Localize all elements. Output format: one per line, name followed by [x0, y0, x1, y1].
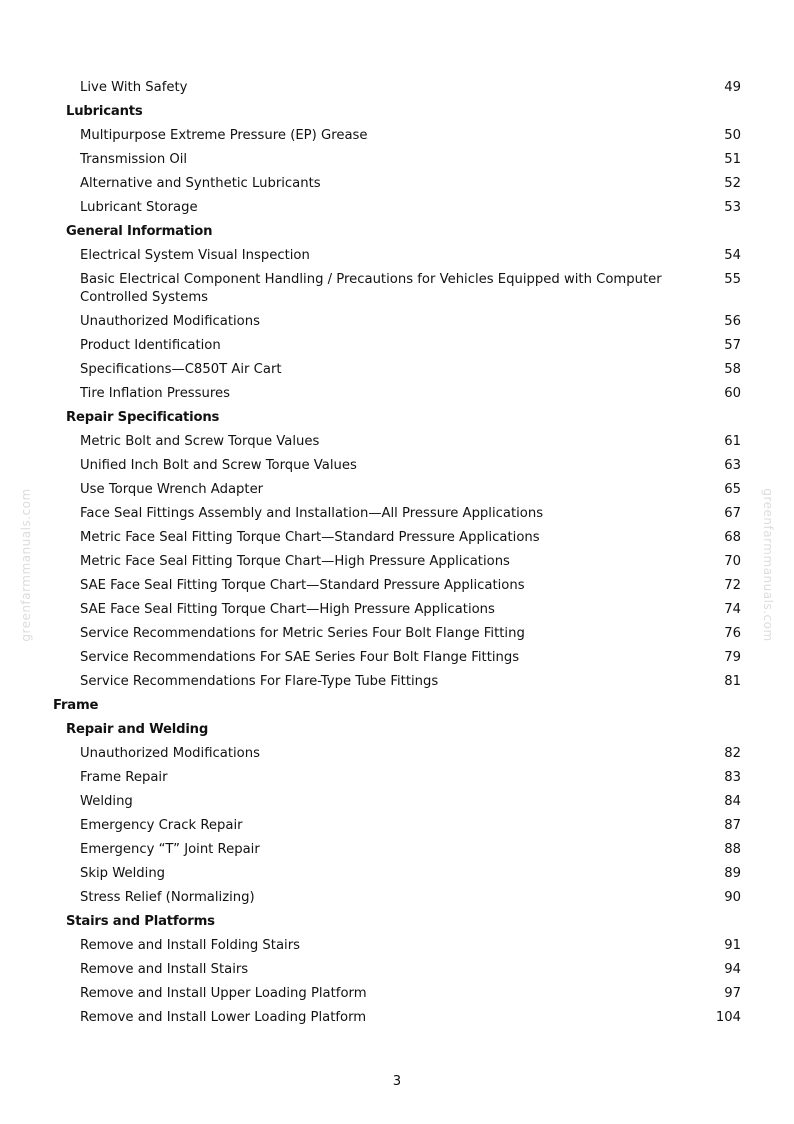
toc-entry-title: Multipurpose Extreme Pressure (EP) Grease — [80, 128, 368, 143]
toc-entry-title: Tire Inflation Pressures — [80, 386, 231, 401]
toc-entry-title: Unauthorized Modifications — [80, 314, 260, 329]
toc-entry-page-number: 91 — [724, 938, 741, 953]
toc-entry-title: Service Recommendations For SAE Series Four Bolt Flange Fittings — [80, 650, 520, 665]
toc-entry-page-number: 84 — [724, 794, 741, 809]
toc-entry[interactable] — [0, 502, 794, 526]
toc-entry-page-number: 65 — [724, 482, 741, 497]
toc-entry-title: Metric Face Seal Fitting Torque Chart—High Pressure Applications — [80, 554, 510, 569]
toc-entry-page-number: 81 — [724, 674, 741, 689]
toc-entry-title: Specifications—C850T Air Cart — [80, 362, 282, 377]
toc-entry-page-number: 54 — [724, 248, 741, 263]
toc-section-heading — [0, 718, 794, 742]
toc-entry-title: Metric Face Seal Fitting Torque Chart—Standard Pressure Applications — [80, 530, 540, 545]
toc-entry-title: SAE Face Seal Fitting Torque Chart—Standard Pressure Applications — [80, 578, 525, 593]
toc-entry-page-number: 50 — [724, 128, 741, 143]
toc-entry-page-number: 88 — [724, 842, 741, 857]
toc-entry-page-number: 97 — [724, 986, 741, 1001]
toc-entry[interactable] — [0, 646, 794, 670]
toc-entry-title: Remove and Install Upper Loading Platform — [80, 986, 367, 1001]
toc-entry-title: Remove and Install Folding Stairs — [80, 938, 300, 953]
toc-entry[interactable] — [0, 244, 794, 268]
toc-entry-title: Skip Welding — [80, 866, 166, 881]
toc-entry-page-number: 57 — [724, 338, 741, 353]
toc-entry-page-number: 60 — [724, 386, 741, 401]
toc-entry[interactable] — [0, 430, 794, 454]
toc-entry-page-number: 87 — [724, 818, 741, 833]
toc-entry[interactable] — [0, 196, 794, 220]
toc-entry-title: Unauthorized Modifications — [80, 746, 260, 761]
toc-entry-page-number: 94 — [724, 962, 741, 977]
toc-entry-page-number: 55 — [724, 272, 741, 287]
watermark-left: greenfarmmanuals.com — [19, 488, 33, 642]
toc-entry-page-number: 82 — [724, 746, 741, 761]
toc-entry-title: Basic Electrical Component Handling / Precautions for Vehicles Equipped with Computer Controlled Systems — [80, 272, 662, 305]
toc-entry-title: Stairs and Platforms — [66, 914, 215, 929]
toc-entry[interactable] — [0, 574, 794, 598]
toc-entry-page-number: 67 — [724, 506, 741, 521]
toc-entry-title: Product Identification — [80, 338, 221, 353]
toc-entry-title: Alternative and Synthetic Lubricants — [80, 176, 321, 191]
toc-entry-title: General Information — [66, 224, 213, 239]
toc-entry[interactable] — [0, 334, 794, 358]
toc-entry[interactable] — [0, 310, 794, 334]
toc-entry[interactable] — [0, 958, 794, 982]
toc-entry[interactable] — [0, 790, 794, 814]
toc-section-heading — [0, 220, 794, 244]
toc-entry-page-number: 83 — [724, 770, 741, 785]
toc-entry[interactable] — [0, 766, 794, 790]
toc-entry-page-number: 52 — [724, 176, 741, 191]
toc-entry[interactable] — [0, 454, 794, 478]
toc-entry[interactable] — [0, 172, 794, 196]
toc-entry[interactable] — [0, 382, 794, 406]
toc-entry-page-number: 63 — [724, 458, 741, 473]
toc-entry[interactable] — [0, 1006, 794, 1030]
toc-entry-title: Frame — [53, 698, 99, 713]
toc-section-heading — [0, 406, 794, 430]
toc-entry[interactable] — [0, 982, 794, 1006]
page-number: 3 — [392, 1074, 402, 1089]
toc-entry-title: Face Seal Fittings Assembly and Installation—All Pressure Applications — [80, 506, 544, 521]
toc-entry-title: Unified Inch Bolt and Screw Torque Values — [80, 458, 357, 473]
toc-entry-title: Repair Specifications — [66, 410, 220, 425]
toc-entry[interactable] — [0, 526, 794, 550]
watermark-right: greenfarmmanuals.com — [761, 488, 775, 642]
toc-entry-title: Live With Safety — [80, 80, 188, 95]
toc-entry-title: Electrical System Visual Inspection — [80, 248, 310, 263]
toc-entry-page-number: 51 — [724, 152, 741, 167]
toc-entry[interactable] — [0, 814, 794, 838]
toc-entry[interactable] — [0, 862, 794, 886]
toc-entry-page-number: 56 — [724, 314, 741, 329]
toc-entry-page-number: 72 — [724, 578, 741, 593]
toc-entry-page-number: 79 — [724, 650, 741, 665]
toc-entry[interactable] — [0, 886, 794, 910]
toc-entry[interactable] — [0, 478, 794, 502]
toc-entry-title: Transmission Oil — [80, 152, 188, 167]
toc-entry[interactable] — [0, 358, 794, 382]
toc-entry-title: Emergency Crack Repair — [80, 818, 243, 833]
toc-entry[interactable] — [0, 934, 794, 958]
toc-entry-title: Use Torque Wrench Adapter — [80, 482, 264, 497]
toc-entry-page-number: 58 — [724, 362, 741, 377]
toc-entry[interactable] — [0, 268, 794, 310]
toc-entry-title: Frame Repair — [80, 770, 168, 785]
toc-entry[interactable] — [0, 148, 794, 172]
toc-section-heading — [0, 694, 794, 718]
toc-entry-title: Metric Bolt and Screw Torque Values — [80, 434, 320, 449]
toc-entry-page-number: 70 — [724, 554, 741, 569]
table-of-contents — [0, 76, 794, 1030]
toc-section-heading — [0, 100, 794, 124]
toc-entry-title: Stress Relief (Normalizing) — [80, 890, 255, 905]
toc-entry-title: SAE Face Seal Fitting Torque Chart—High Pressure Applications — [80, 602, 495, 617]
toc-entry[interactable] — [0, 838, 794, 862]
toc-entry[interactable] — [0, 622, 794, 646]
toc-entry[interactable] — [0, 670, 794, 694]
toc-entry-title: Service Recommendations For Flare-Type Tube Fittings — [80, 674, 439, 689]
toc-entry-page-number: 61 — [724, 434, 741, 449]
toc-entry-title: Lubricant Storage — [80, 200, 198, 215]
toc-entry[interactable] — [0, 76, 794, 100]
toc-entry-title: Repair and Welding — [66, 722, 209, 737]
toc-entry[interactable] — [0, 598, 794, 622]
toc-entry-page-number: 89 — [724, 866, 741, 881]
toc-entry[interactable] — [0, 742, 794, 766]
toc-entry-page-number: 74 — [724, 602, 741, 617]
toc-section-heading — [0, 910, 794, 934]
toc-entry-title: Remove and Install Lower Loading Platform — [80, 1010, 367, 1025]
toc-entry-page-number: 76 — [724, 626, 741, 641]
toc-entry-title: Service Recommendations for Metric Series Four Bolt Flange Fitting — [80, 626, 525, 641]
toc-entry-page-number: 49 — [724, 80, 741, 95]
toc-entry-title: Welding — [80, 794, 133, 809]
toc-entry-page-number: 68 — [724, 530, 741, 545]
toc-entry[interactable] — [0, 124, 794, 148]
toc-entry-title: Remove and Install Stairs — [80, 962, 249, 977]
toc-entry-title: Lubricants — [66, 104, 143, 119]
toc-entry-page-number: 53 — [724, 200, 741, 215]
toc-entry-page-number: 104 — [715, 1010, 741, 1025]
toc-entry-page-number: 90 — [724, 890, 741, 905]
toc-entry-title: Emergency “T” Joint Repair — [80, 842, 260, 857]
toc-entry[interactable] — [0, 550, 794, 574]
